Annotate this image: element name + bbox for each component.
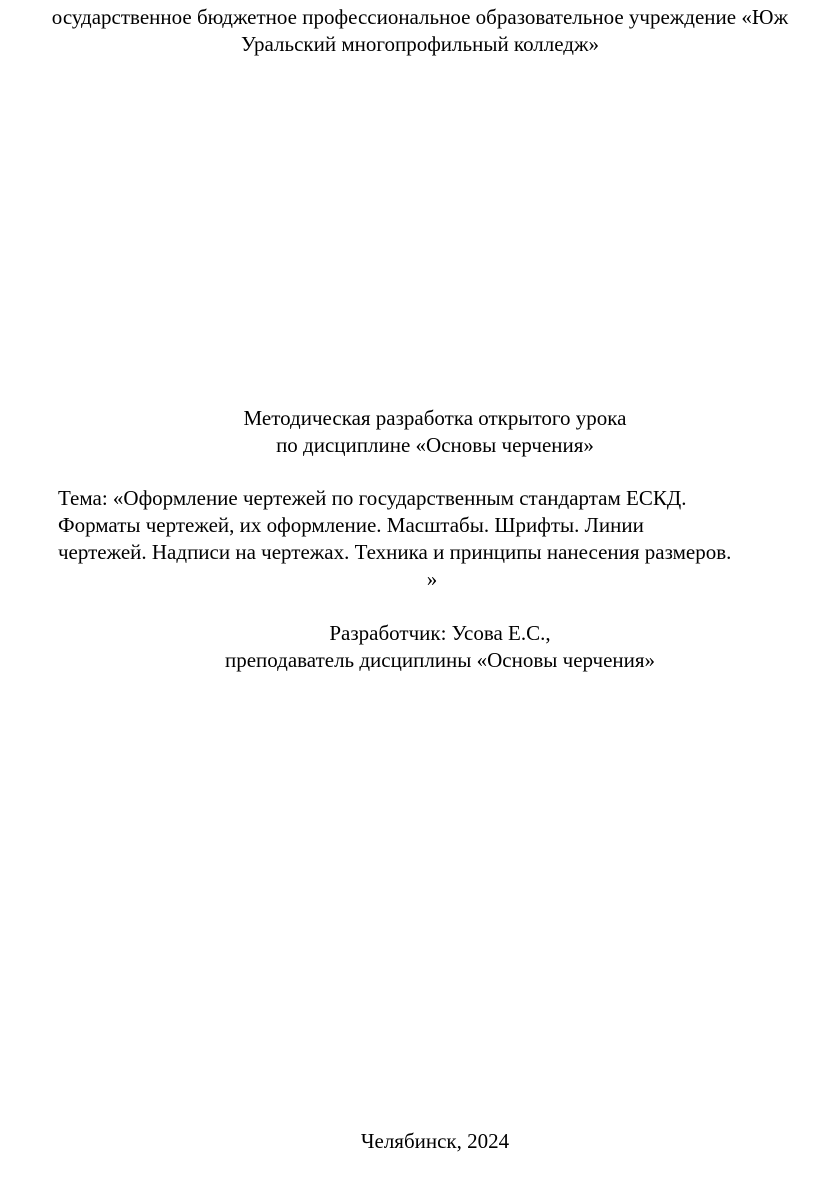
author-info	[60, 620, 816, 674]
theme-line-1: Тема: «Оформление чертежей по государственным стандартам ЕСКД.	[58, 486, 687, 510]
institution-name-line-2: Уральский многопрофильный колледж»	[241, 32, 599, 56]
lesson-theme	[58, 485, 816, 593]
theme-line-2: Форматы чертежей, их оформление. Масштабы. Шрифты. Линии	[58, 513, 644, 537]
title-line-1: Методическая разработка открытого урока	[243, 406, 627, 430]
theme-line-3: чертежей. Надписи на чертежах. Техника и принципы нанесения размеров.	[58, 540, 732, 564]
institution-header	[0, 4, 816, 58]
author-position: преподаватель дисциплины «Основы черчения»	[224, 648, 656, 672]
author-name: Разработчик: Усова Е.С.,	[329, 621, 551, 645]
theme-line-4: »	[426, 567, 438, 591]
city-year: Челябинск, 2024	[360, 1129, 510, 1153]
institution-name-line-1: осударственное бюджетное профессиональное образовательное учреждение «Юж	[51, 5, 789, 29]
document-title	[60, 405, 810, 459]
title-line-2: по дисциплине «Основы черчения»	[276, 433, 594, 457]
